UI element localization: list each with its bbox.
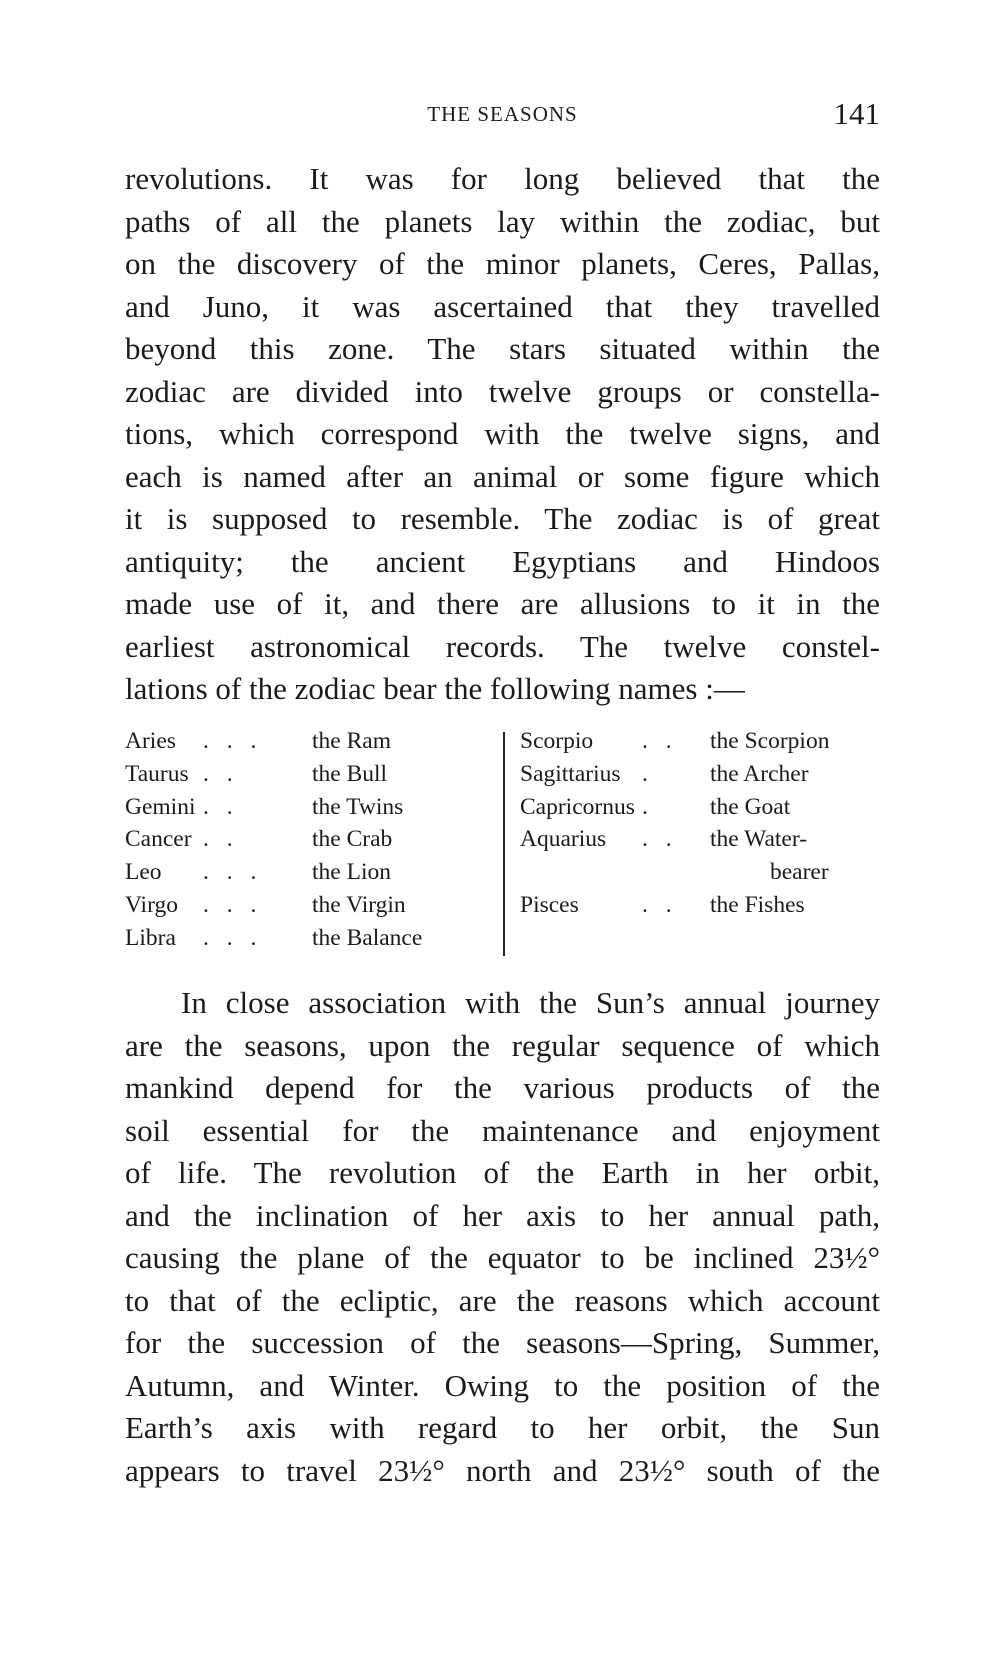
zodiac-row <box>125 761 505 794</box>
text-line: In close association with the Sun’s annual journey <box>181 985 880 1020</box>
dot-leader: . . <box>642 826 678 853</box>
text-line: each is named after an animal or some figure which <box>125 458 880 494</box>
english-name: the Fishes <box>710 891 805 918</box>
paragraph-1 <box>125 158 880 711</box>
dot-leader: . . <box>642 728 678 754</box>
latin-name: Virgo <box>125 891 178 918</box>
text-line: earliest astronomical records. The twelve constel- <box>125 628 880 664</box>
dot-leader: . . . <box>203 891 263 918</box>
dot-leader: . <box>642 793 654 820</box>
english-name: the Scorpion <box>710 728 830 754</box>
latin-name: Sagittarius <box>520 760 621 787</box>
english-name: the Crab <box>312 826 393 853</box>
zodiac-row <box>520 892 890 925</box>
text-line: beyond this zone. The stars situated within the <box>125 331 880 366</box>
text-line: Earth’s axis with regard to her orbit, the Sun <box>125 1410 880 1445</box>
zodiac-row <box>125 728 505 761</box>
text-line: made use of it, and there are allusions to it in the <box>125 586 880 621</box>
dot-leader: . . . <box>203 728 263 754</box>
english-name: the Goat <box>710 793 791 820</box>
dot-leader: . <box>642 760 654 787</box>
text-line: for the succession of the seasons—Spring, Summer, <box>125 1325 880 1360</box>
text-line: appears to travel 23½° north and 23½° south of the <box>125 1452 880 1488</box>
text-line: soil essential for the maintenance and enjoyment <box>125 1112 880 1148</box>
text-line: paths of all the planets lay within the zodiac, but <box>125 203 880 239</box>
english-name: the Lion <box>312 859 391 886</box>
zodiac-row <box>125 826 505 859</box>
dot-leader: . . <box>203 826 239 853</box>
text-line: lations of the zodiac bear the following names :— <box>125 671 745 706</box>
dot-leader: . . . <box>203 924 263 951</box>
text-line: are the seasons, upon the regular sequence of which <box>125 1027 880 1063</box>
text-line: to that of the ecliptic, are the reasons which account <box>125 1282 880 1318</box>
dot-leader: . . <box>203 760 239 787</box>
latin-name: Pisces <box>520 891 579 918</box>
latin-name: Capricornus <box>520 793 635 820</box>
latin-name: Aries <box>125 728 176 754</box>
zodiac-row <box>520 728 890 761</box>
zodiac-row <box>125 859 505 892</box>
english-name: the Ram <box>312 728 391 754</box>
text-line: Autumn, and Winter. Owing to the position of the <box>125 1367 880 1403</box>
text-line: tions, which correspond with the twelve signs, and <box>125 416 880 451</box>
zodiac-row <box>520 859 890 892</box>
english-name-continuation: bearer <box>770 859 829 886</box>
english-name: the Virgin <box>312 891 406 918</box>
zodiac-row <box>520 794 890 827</box>
latin-name: Scorpio <box>520 728 594 754</box>
text-line: causing the plane of the equator to be inclined 23½° <box>125 1240 880 1275</box>
page-number: 141 <box>833 96 880 131</box>
text-line: zodiac are divided into twelve groups or constella- <box>125 373 880 409</box>
text-line: it is supposed to resemble. The zodiac is of great <box>125 501 880 536</box>
zodiac-row <box>125 794 505 827</box>
zodiac-row <box>520 761 890 794</box>
dot-leader: . . <box>642 891 678 918</box>
running-head <box>125 96 880 136</box>
latin-name: Cancer <box>125 826 192 853</box>
zodiac-row <box>125 892 505 925</box>
text-line: mankind depend for the various products of the <box>125 1070 880 1105</box>
latin-name: Aquarius <box>520 826 607 853</box>
zodiac-row <box>125 925 505 958</box>
dot-leader: . . <box>203 793 239 820</box>
text-line: revolutions. It was for long believed that the <box>125 161 880 196</box>
zodiac-row <box>520 826 890 859</box>
latin-name: Taurus <box>125 760 189 787</box>
paragraph-2 <box>125 982 880 1492</box>
text-line: and the inclination of her axis to her annual path, <box>125 1197 880 1233</box>
column-divider <box>503 732 505 956</box>
english-name: the Twins <box>312 793 404 820</box>
zodiac-column-left <box>125 728 505 958</box>
dot-leader: . . . <box>203 859 263 886</box>
text-line: and Juno, it was ascertained that they travelled <box>125 288 880 324</box>
english-name: the Balance <box>312 924 423 951</box>
running-title: THE SEASONS <box>427 102 578 126</box>
text-line: of life. The revolution of the Earth in her orbit, <box>125 1155 880 1190</box>
text-line: antiquity; the ancient Egyptians and Hindoos <box>125 543 880 579</box>
latin-name: Libra <box>125 924 176 951</box>
latin-name: Gemini <box>125 793 196 820</box>
zodiac-column-right <box>520 728 890 925</box>
english-name: the Water- <box>710 826 808 853</box>
english-name: the Bull <box>312 760 388 787</box>
english-name: the Archer <box>710 760 809 787</box>
latin-name: Leo <box>125 859 162 886</box>
text-line: on the discovery of the minor planets, Ceres, Pallas, <box>125 246 880 281</box>
